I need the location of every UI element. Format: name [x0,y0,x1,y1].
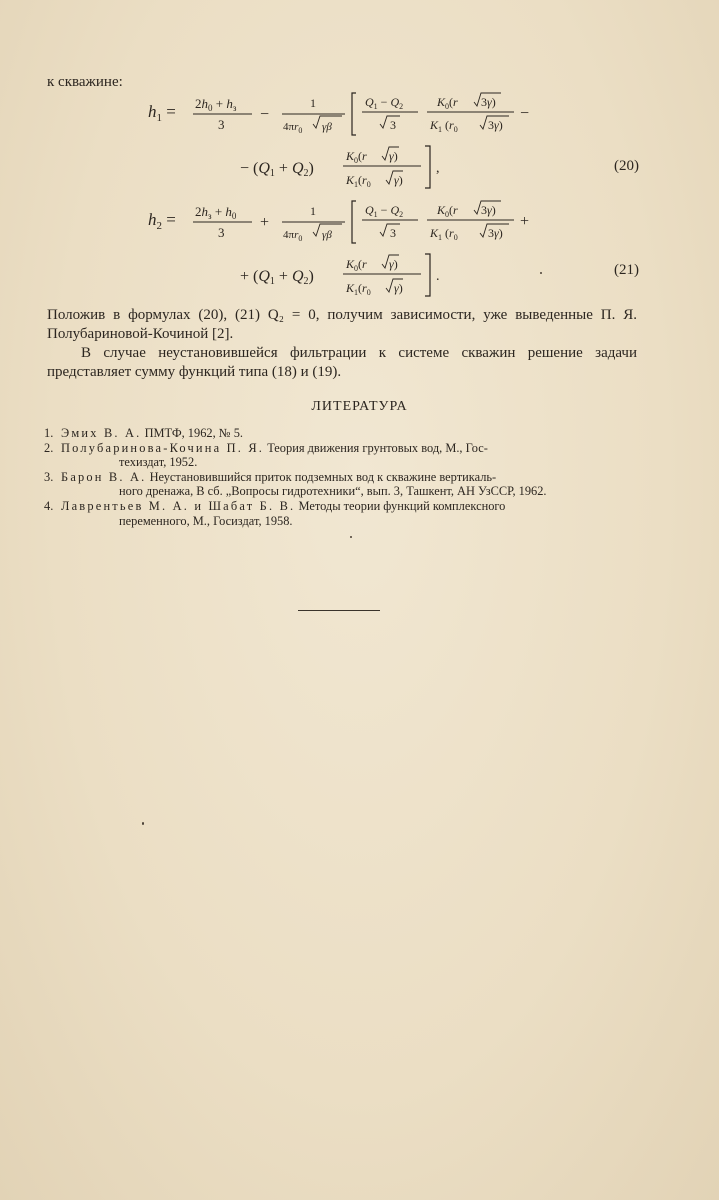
lead-text: к скважине: [47,74,123,90]
svg-text:3γ): 3γ) [488,118,503,132]
svg-text:K1(r0: $K_1(r_0$ [346,173,371,189]
reference-number: 1. [44,426,54,440]
reference-item [44,499,640,528]
equation-number-21: (21) [614,262,639,278]
svg-text:K1 (r0: $K_1$ ($r_0$ [430,226,458,242]
svg-text:− (Q1 + Q2): − (Q1 + Q2) [240,160,314,179]
svg-text:γ): γ) [394,281,403,295]
svg-text:1: 1 [310,96,316,110]
reference-item [44,426,640,441]
reference-number: 2. [44,440,54,455]
literature-heading: ЛИТЕРАТУРА [311,399,408,414]
svg-text:−: − [260,106,270,123]
reference-text: ПМТФ, 1962, № 5. [144,426,243,440]
reference-continuation: переменного, М., Госиздат, 1958. [119,513,293,528]
svg-text:3γ): 3γ) [481,95,496,109]
equation-21 [0,196,719,304]
reference-author: Полубаринова-Кочина П. Я. [61,440,265,455]
svg-text:3γ): 3γ) [481,203,496,217]
svg-text:2h0 + hз: $2h_0 + h_з$ [195,96,237,113]
svg-text:+: + [260,214,270,231]
reference-text: Неустановившийся приток подземных вод к скважине вертикаль- [149,469,497,484]
svg-text:γ): γ) [394,173,403,187]
reference-item [44,441,640,470]
equation-20 [0,88,719,196]
svg-text:−: − [520,105,530,122]
reference-continuation: ного дренажа, В сб. „Вопросы гидротехники“, вып. 3, Ташкент, АН УзССР, 1962. [119,484,547,499]
reference-list [44,426,640,528]
svg-text:K1 (r0: $K_1$ ($r_0$ [430,118,458,134]
svg-text:1: 1 [310,204,316,218]
svg-text:K1(r0: $K_1(r_0$ [346,281,371,297]
svg-text:.: . [436,269,440,284]
scan-speck [540,272,542,274]
svg-text:Q1 − Q2: $Q_1 - Q_2$ [365,203,404,219]
svg-text:Q1 − Q2: $Q_1 - Q_2$ [365,95,404,111]
end-rule [298,610,380,611]
reference-text: Методы теории функций комплексного [298,498,506,513]
svg-text:K0(r: $K_0(r$ [437,203,458,219]
paragraph-1 [47,306,637,344]
svg-text:,: , [436,161,440,176]
reference-continuation: техиздат, 1952. [119,455,198,470]
svg-text:h2 =: $h_2$ = [148,210,176,232]
reference-author: Барон В. А. [61,469,147,484]
svg-text:γβ: γβ [322,121,332,133]
svg-text:4πr0: $4\pi r_0$ [283,229,303,243]
svg-text:3γ): 3γ) [488,226,503,240]
paragraph-1-text: Положив в формулах (20), (21) Q₂ = 0, получим зависимости, уже выведенные П. Я. Полубариновой-Кочиной [2]. [47,307,637,342]
svg-text:K0(r: $K_0(r$ [346,257,367,273]
svg-text:h1 =: $h_1$ = [148,102,176,124]
paragraph-2-text: В случае неустановившейся фильтрации к системе скважин решение задачи представляет сумму функций типа (18) и (19). [47,345,637,380]
reference-number: 3. [44,469,54,484]
svg-text:4πr0: $4\pi r_0$ [283,121,303,135]
reference-item [44,470,640,499]
svg-text:3: 3 [390,226,396,240]
svg-text:K0(r: $K_0(r$ [346,149,367,165]
reference-author: Лаврентьев М. А. и Шабат Б. В. [61,498,296,513]
svg-text:3: 3 [390,118,396,132]
svg-text:2hз + h0: $2h_з + h_0$ [195,204,237,221]
reference-number: 4. [44,498,54,513]
svg-text:3: 3 [218,225,225,240]
reference-author: Эмих В. А. [61,426,142,440]
svg-text:3: 3 [218,117,225,132]
svg-text:γ): γ) [389,149,398,163]
svg-text:K0(r: $K_0(r$ [437,95,458,111]
svg-text:+ (Q1 + Q2): + (Q1 + Q2) [240,268,314,287]
svg-text:+: + [520,213,530,230]
scan-speck [350,536,352,538]
svg-text:γβ: γβ [322,229,332,241]
svg-text:γ): γ) [389,257,398,271]
equation-number-20: (20) [614,158,639,174]
scan-speck [142,822,144,825]
reference-text: Теория движения грунтовых вод, М., Гос- [267,440,488,455]
paragraph-2 [47,344,637,382]
